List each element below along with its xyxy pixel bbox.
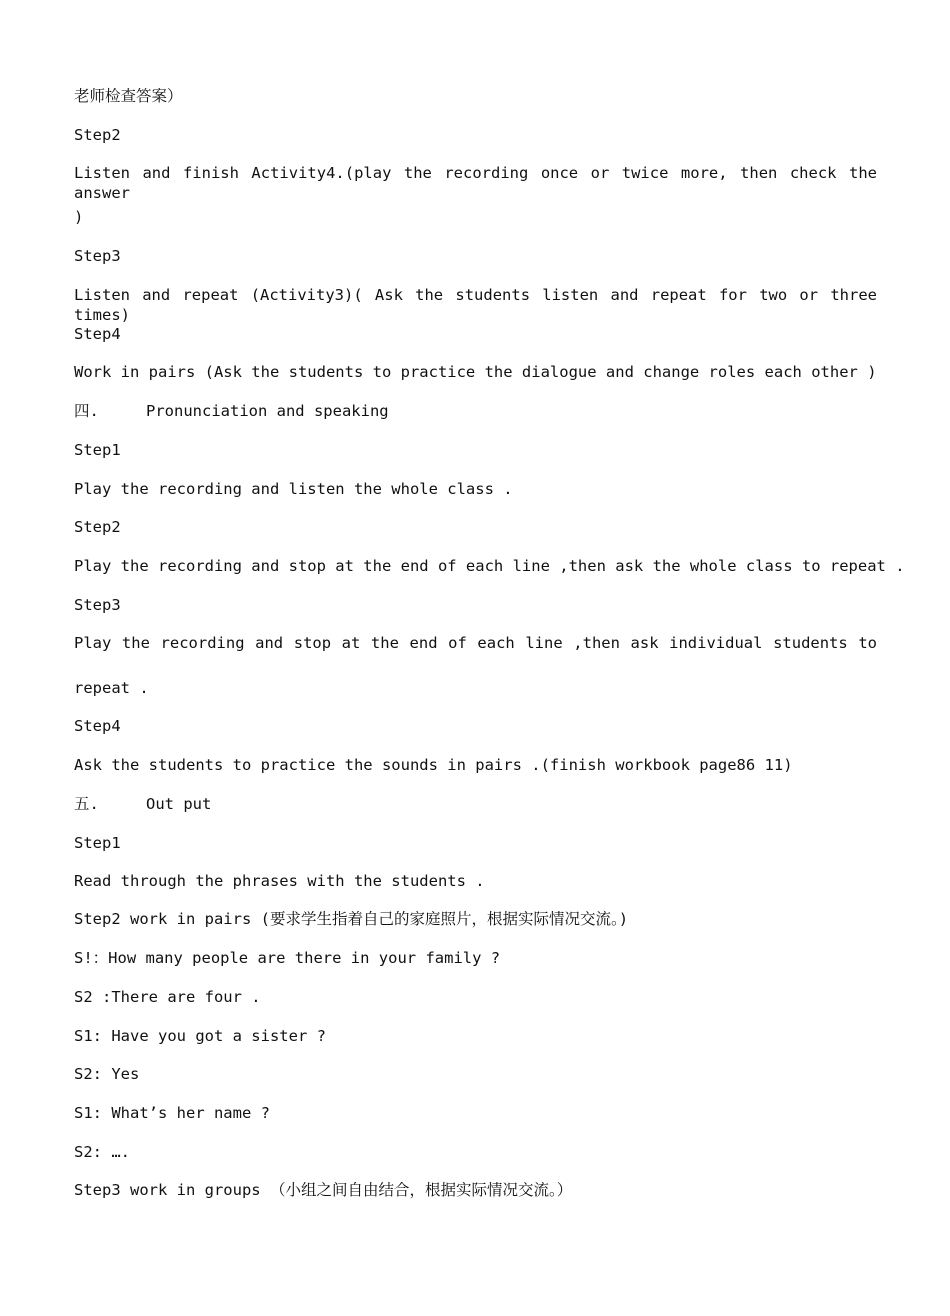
text-line: Work in pairs (Ask the students to practice the dialogue and change roles each other )	[74, 363, 877, 381]
step-heading: Step1	[74, 441, 121, 459]
section-title: Out put	[146, 795, 212, 813]
text-line: Listen and finish Activity4.(play the recording once or twice more, then check the answer	[74, 164, 877, 202]
text-line: Play the recording and listen the whole class .	[74, 480, 513, 498]
text-line: Play the recording and stop at the end of each line ,then ask the whole class to repeat .	[74, 557, 905, 575]
step-heading: Step4	[74, 325, 121, 343]
text-line: Step3 work in groups （小组之间自由结合，根据实际情况交流。）	[74, 1181, 573, 1199]
section-number: 五.	[74, 795, 99, 813]
text-line: Step2 work in pairs (要求学生指着自己的家庭照片，根据实际情况交流。)	[74, 910, 629, 928]
section-heading	[74, 794, 211, 814]
text-line: Read through the phrases with the students .	[74, 872, 485, 890]
dialogue-line: S2: Yes	[74, 1065, 140, 1083]
step-heading: Step3	[74, 596, 121, 614]
text-line: Listen and repeat (Activity3)( Ask the students listen and repeat for two or three times)	[74, 286, 877, 324]
step-heading: Step2	[74, 518, 121, 536]
step-heading: Step4	[74, 717, 121, 735]
step-heading: Step1	[74, 834, 121, 852]
section-title: Pronunciation and speaking	[146, 402, 389, 420]
text-line: 老师检查答案）	[74, 87, 183, 105]
dialogue-line: S1: What’s her name ?	[74, 1104, 270, 1122]
step-heading: Step3	[74, 247, 121, 265]
text-line: Ask the students to practice the sounds in pairs .(finish workbook page86 11)	[74, 756, 793, 774]
text-line: )	[74, 208, 84, 226]
text-line: Play the recording and stop at the end of each line ,then ask individual students to	[74, 634, 877, 652]
section-number: 四.	[74, 402, 99, 420]
dialogue-line: S1: Have you got a sister ?	[74, 1027, 326, 1045]
text-line: repeat .	[74, 679, 149, 697]
dialogue-line: S2: ….	[74, 1143, 130, 1161]
dialogue-line: S2 :There are four .	[74, 988, 261, 1006]
section-heading	[74, 401, 389, 421]
step-heading: Step2	[74, 126, 121, 144]
dialogue-line: S!：How many people are there in your family ?	[74, 949, 501, 967]
